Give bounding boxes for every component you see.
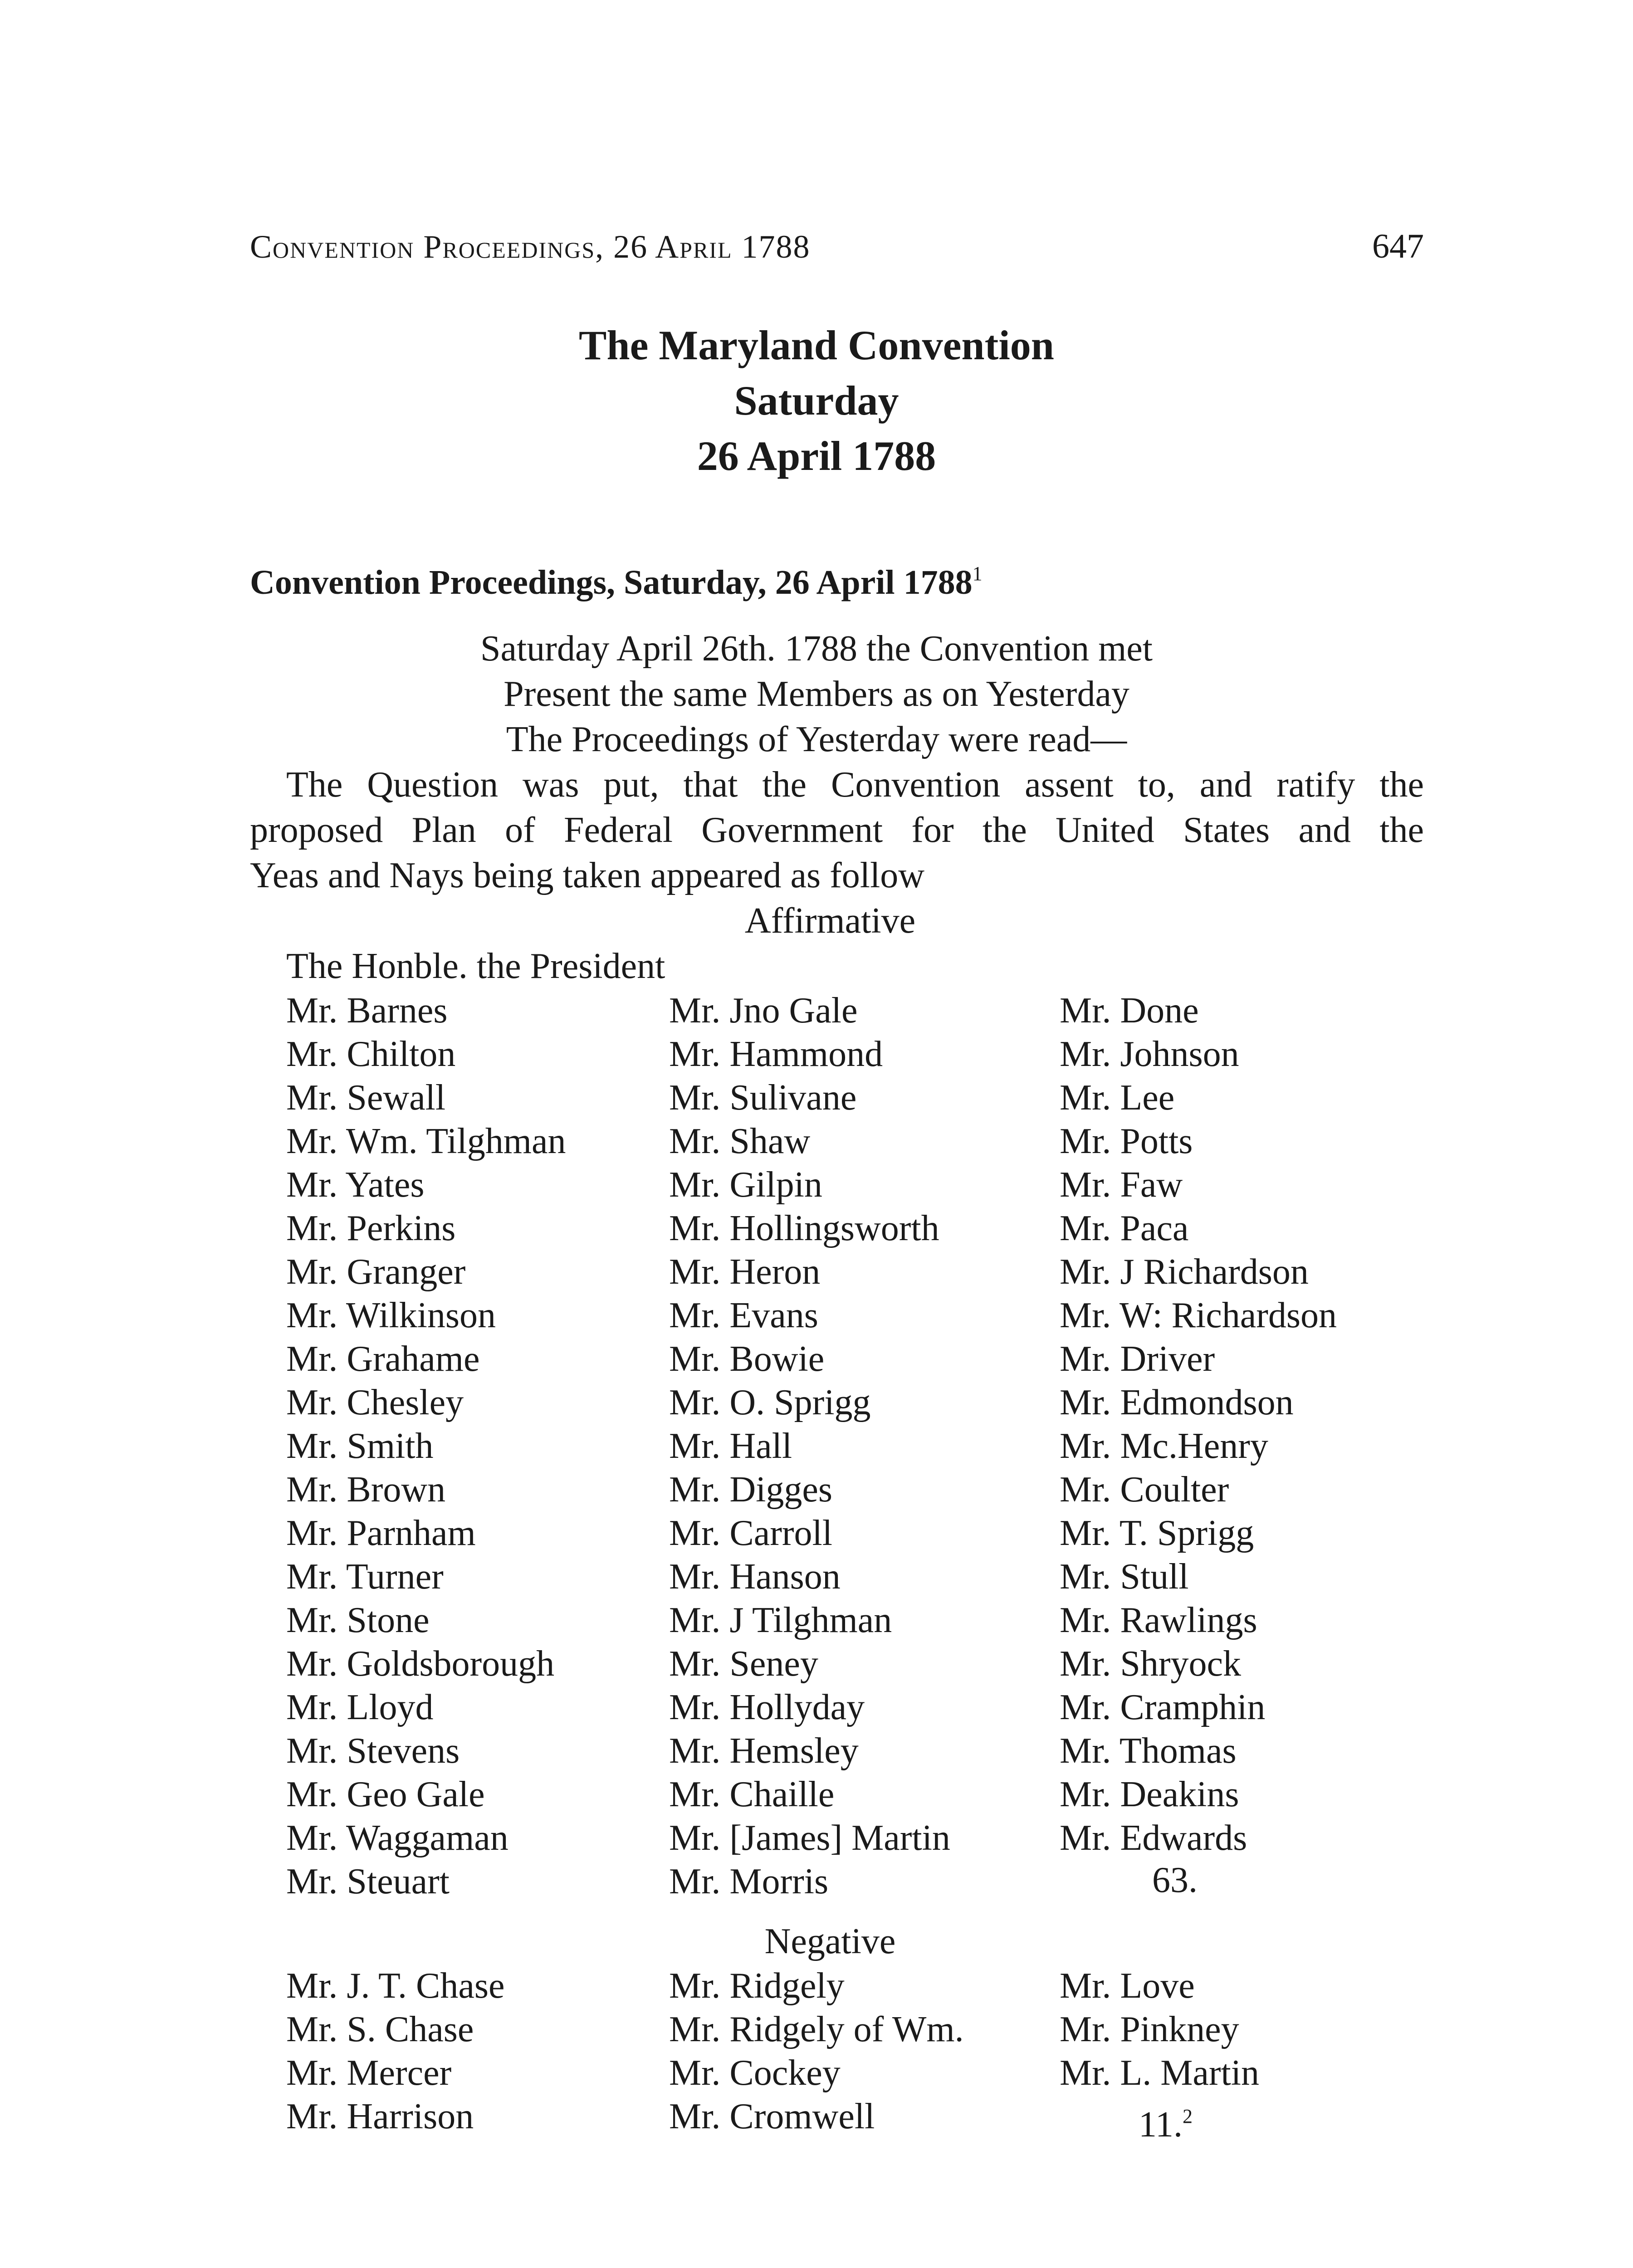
list-item: Mr. Thomas — [1060, 1731, 1237, 1771]
list-item: Mr. Seney — [669, 1644, 818, 1684]
question-paragraph — [250, 762, 1424, 898]
list-item: Mr. Sulivane — [669, 1078, 857, 1118]
list-item: Mr. Brown — [286, 1470, 446, 1510]
list-item: Mr. Harrison — [286, 2097, 474, 2136]
list-item: Mr. Driver — [1060, 1339, 1215, 1379]
negative-column-2 — [669, 1964, 964, 2138]
list-item: Mr. Bowie — [669, 1339, 825, 1379]
list-item: Mr. Ridgely — [669, 1966, 845, 2006]
president-line: The Honble. the President — [286, 946, 665, 986]
list-item: Mr. Chaille — [669, 1774, 835, 1814]
list-item: Mr. Digges — [669, 1470, 832, 1510]
opening-line-2: Present the same Members as on Yesterday — [504, 674, 1129, 714]
document-title — [0, 318, 1633, 484]
list-item: Mr. Ridgely of Wm. — [669, 2009, 964, 2049]
list-item: Mr. J. T. Chase — [286, 1966, 505, 2006]
list-item: Mr. Pinkney — [1060, 2009, 1239, 2049]
list-item: Mr. Lloyd — [286, 1687, 434, 1727]
paragraph-line-2: proposed Plan of Federal Government for the United States and the — [250, 810, 1424, 850]
title-line-1: The Maryland Convention — [579, 322, 1054, 368]
list-item: Mr. Waggaman — [286, 1818, 508, 1858]
affirmative-heading: Affirmative — [744, 901, 916, 941]
list-item: Mr. Heron — [669, 1252, 821, 1292]
list-item: Mr. Chilton — [286, 1034, 456, 1074]
section-heading — [250, 551, 983, 605]
list-item: Mr. Cramphin — [1060, 1687, 1266, 1727]
paragraph-line-1: The Question was put, that the Convention assent to, and ratify the — [286, 765, 1424, 805]
list-item: Mr. L. Martin — [1060, 2053, 1259, 2093]
negative-total — [1139, 2095, 1193, 2146]
list-item: Mr. W: Richardson — [1060, 1295, 1337, 1335]
list-item: Mr. Morris — [669, 1862, 829, 1901]
opening-line-3: The Proceedings of Yesterday were read— — [506, 719, 1127, 759]
title-line-3: 26 April 1788 — [697, 433, 936, 479]
list-item: Mr. Wm. Tilghman — [286, 1121, 566, 1161]
negative-heading: Negative — [764, 1921, 896, 1961]
list-item: Mr. [James] Martin — [669, 1818, 950, 1858]
affirmative-column-3 — [1060, 989, 1337, 1860]
list-item: Mr. Shaw — [669, 1121, 811, 1161]
list-item: Mr. Love — [1060, 1966, 1195, 2006]
list-item: Mr. Done — [1060, 991, 1199, 1031]
list-item: Mr. Geo Gale — [286, 1774, 485, 1814]
footnote-mark-2: 2 — [1183, 2105, 1193, 2127]
list-item: Mr. Deakins — [1060, 1774, 1239, 1814]
list-item: Mr. Shryock — [1060, 1644, 1241, 1684]
title-line-2: Saturday — [734, 377, 899, 424]
list-item: Mr. J Richardson — [1060, 1252, 1309, 1292]
list-item: Mr. Edmondson — [1060, 1383, 1294, 1422]
negative-total-value: 11. — [1139, 2105, 1183, 2145]
list-item: Mr. Coulter — [1060, 1470, 1229, 1510]
footnote-mark-1: 1 — [972, 562, 983, 585]
list-item: Mr. Chesley — [286, 1383, 464, 1422]
list-item: Mr. Barnes — [286, 991, 448, 1031]
list-item: Mr. T. Sprigg — [1060, 1513, 1254, 1553]
list-item: Mr. Turner — [286, 1557, 444, 1597]
page-number: 647 — [1372, 227, 1424, 265]
list-item: Mr. Cromwell — [669, 2097, 875, 2136]
list-item: Mr. J Tilghman — [669, 1600, 892, 1640]
list-item: Mr. Hollyday — [669, 1687, 865, 1727]
list-item: Mr. Grahame — [286, 1339, 480, 1379]
list-item: Mr. Hanson — [669, 1557, 841, 1597]
running-head-title: Convention Proceedings, 26 April 1788 — [250, 229, 811, 265]
list-item: Mr. Goldsborough — [286, 1644, 555, 1684]
list-item: Mr. Hemsley — [669, 1731, 859, 1771]
list-item: Mr. S. Chase — [286, 2009, 474, 2049]
list-item: Mr. Gilpin — [669, 1165, 822, 1205]
list-item: Mr. Perkins — [286, 1208, 456, 1248]
list-item: Mr. Mc.Henry — [1060, 1426, 1268, 1466]
opening-line-1: Saturday April 26th. 1788 the Convention met — [480, 629, 1153, 669]
negative-column-3 — [1060, 1964, 1259, 2095]
list-item: Mr. Cockey — [669, 2053, 841, 2093]
list-item: Mr. Edwards — [1060, 1818, 1247, 1858]
affirmative-total: 63. — [1152, 1860, 1198, 1900]
affirmative-column-2 — [669, 989, 950, 1903]
list-item: Mr. Smith — [286, 1426, 434, 1466]
list-item: Mr. Granger — [286, 1252, 466, 1292]
negative-column-1 — [286, 1964, 504, 2138]
list-item: Mr. Sewall — [286, 1078, 446, 1118]
list-item: Mr. Johnson — [1060, 1034, 1239, 1074]
list-item: Mr. Steuart — [286, 1862, 450, 1901]
list-item: Mr. Hammond — [669, 1034, 883, 1074]
list-item: Mr. Parnham — [286, 1513, 476, 1553]
running-head — [250, 227, 1424, 268]
list-item: Mr. O. Sprigg — [669, 1383, 871, 1422]
list-item: Mr. Hall — [669, 1426, 792, 1466]
list-item: Mr. Wilkinson — [286, 1295, 496, 1335]
list-item: Mr. Stull — [1060, 1557, 1189, 1597]
section-heading-text: Convention Proceedings, Saturday, 26 April 1788 — [250, 563, 973, 601]
list-item: Mr. Rawlings — [1060, 1600, 1257, 1640]
list-item: Mr. Carroll — [669, 1513, 832, 1553]
list-item: Mr. Lee — [1060, 1078, 1175, 1118]
list-item: Mr. Hollingsworth — [669, 1208, 939, 1248]
list-item: Mr. Evans — [669, 1295, 818, 1335]
list-item: Mr. Faw — [1060, 1165, 1183, 1205]
list-item: Mr. Jno Gale — [669, 991, 858, 1031]
list-item: Mr. Potts — [1060, 1121, 1193, 1161]
list-item: Mr. Stevens — [286, 1731, 460, 1771]
list-item: Mr. Stone — [286, 1600, 430, 1640]
affirmative-column-1 — [286, 989, 566, 1903]
list-item: Mr. Mercer — [286, 2053, 452, 2093]
paragraph-line-3: Yeas and Nays being taken appeared as follow — [250, 855, 924, 895]
list-item: Mr. Paca — [1060, 1208, 1189, 1248]
list-item: Mr. Yates — [286, 1165, 425, 1205]
